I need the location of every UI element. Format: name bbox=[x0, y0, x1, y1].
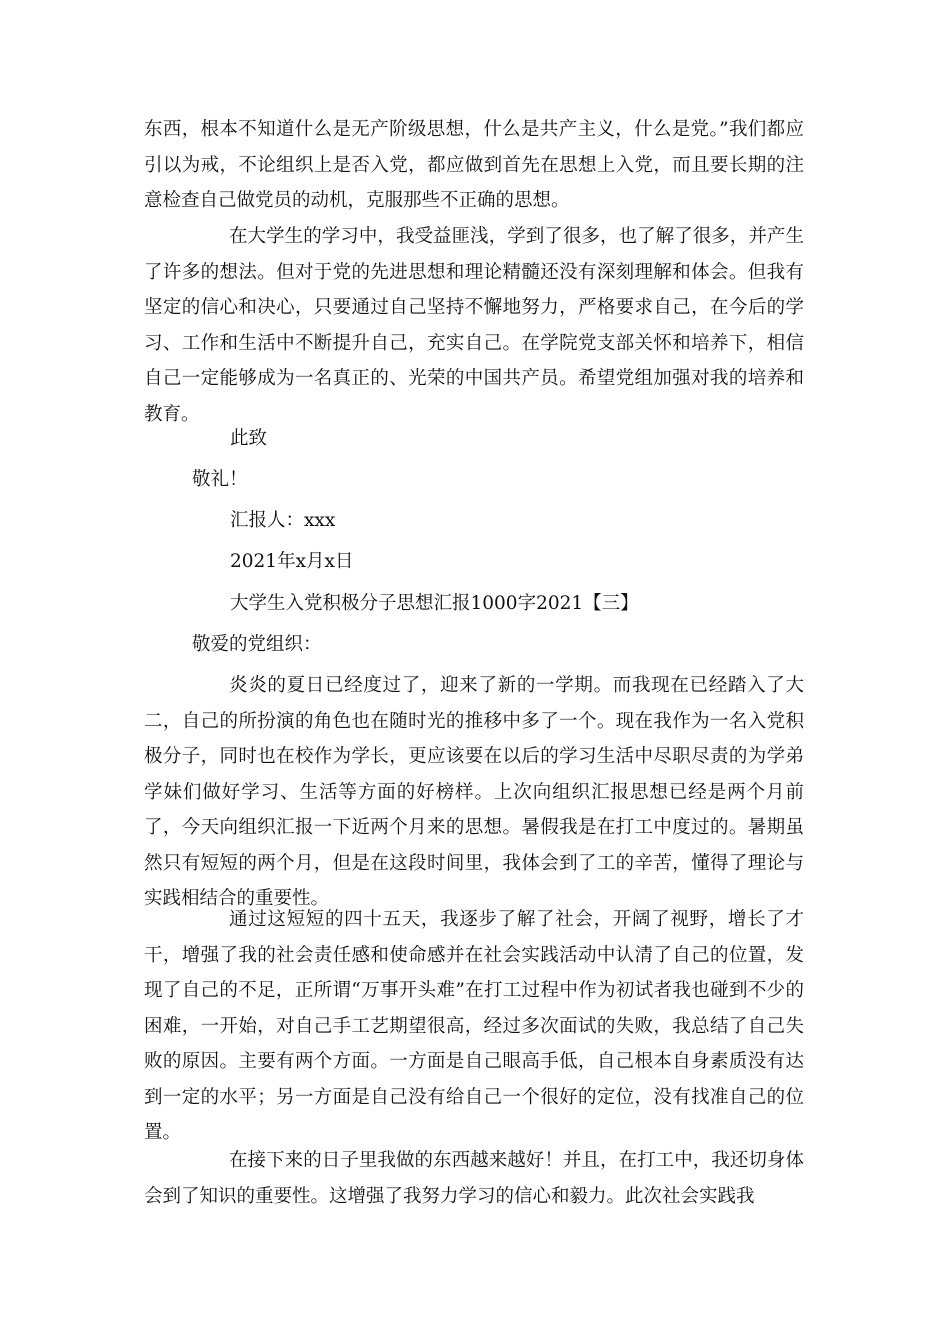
closing-jing-li: 敬礼！ bbox=[192, 469, 248, 490]
paragraph-social-practice: 通过这短短的四十五天，我逐步了解了社会，开阔了视野，增长了才干，增强了我的社会责任感和使命感并在社会实践活动中认清了自己的位置，发现了自己的不足，正所谓“万事开头难”在打工过程中作为初试者我也碰到不少的困难，一开始，对自己手工艺期望很高，经过多次面试的失败，我总结了自己失败的原因。主要有两个方面。一方面是自己眼高手低，自己根本自身素质没有达到一定的水平；另一方面是自己没有给自己一个很好的定位，没有找准自己的位置。 bbox=[144, 909, 804, 1143]
paragraph-study-reflection: 在大学生的学习中，我受益匪浅，学到了很多，也了解了很多，并产生了许多的想法。但对于党的先进思想和理论精髓还没有深刻理解和体会。但我有坚定的信心和决心，只要通过自己坚持不懈地努力，严格要求自己，在今后的学习、工作和生活中不断提升自己，充实自己。在学院党支部关怀和培养下，相信自己一定能够成为一名真正的、光荣的中国共产员。希望党组加强对我的培养和教育。 bbox=[144, 226, 804, 425]
paragraph-continuation: 东西，根本不知道什么是无产阶级思想，什么是共产主义，什么是党。”我们都应引以为戒，不论组织上是否入党，都应做到首先在思想上入党，而且要长期的注意检查自己做党员的动机，克服那些不正确的思想。 bbox=[144, 119, 804, 211]
report-date: 2021年x月x日 bbox=[230, 551, 354, 572]
closing-ci-zhi: 此致 bbox=[230, 428, 268, 449]
paragraph-summer: 炎炎的夏日已经度过了，迎来了新的一学期。而我现在已经踏入了大二，自己的所扮演的角色也在随时光的推移中多了一个。现在我作为一名入党积极分子，同时也在校作为学长，更应该要在以后的学习生活中尽职尽责的为学弟学妹们做好学习、生活等方面的好榜样。上次向组织汇报思想已经是两个月前了，今天向组织汇报一下近两个月来的思想。暑假我是在打工中度过的。暑期虽然只有短短的两个月，但是在这段时间里，我体会到了工的辛苦，懂得了理论与实践相结合的重要性。 bbox=[144, 675, 804, 909]
salutation: 敬爱的党组织： bbox=[192, 634, 322, 655]
paragraph-improvement: 在接下来的日子里我做的东西越来越好！并且，在打工中，我还切身体会到了知识的重要性。这增强了我努力学习的信心和毅力。此次社会实践我 bbox=[144, 1150, 804, 1207]
reporter-signature: 汇报人：xxx bbox=[230, 510, 336, 531]
section-title: 大学生入党积极分子思想汇报1000字2021【三】 bbox=[230, 593, 639, 614]
